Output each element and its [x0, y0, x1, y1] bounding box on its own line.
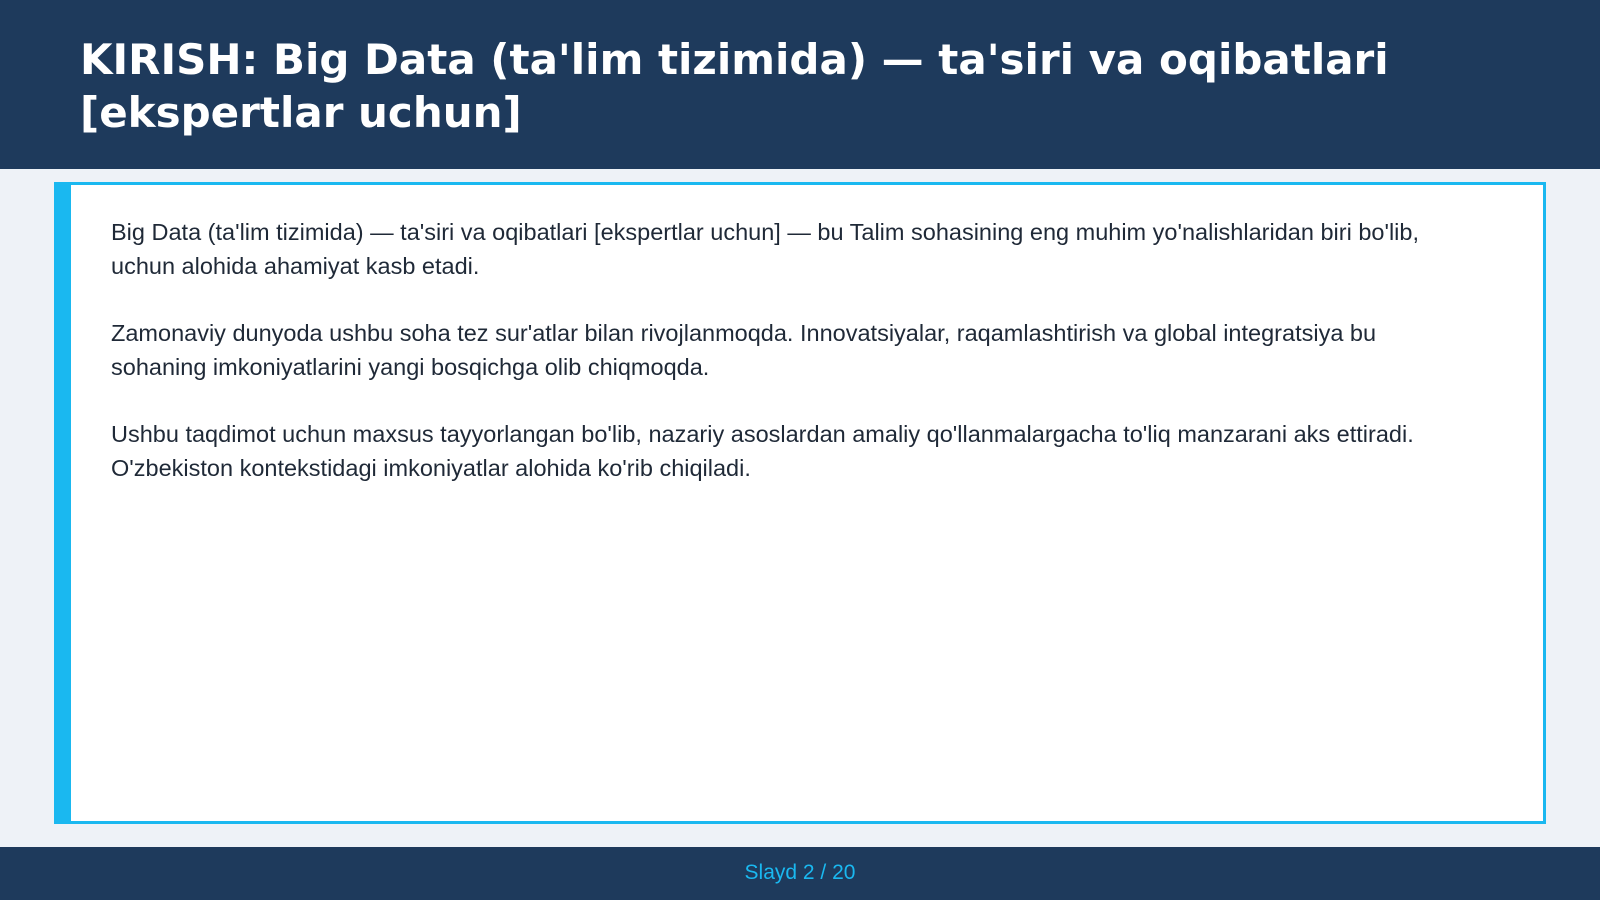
development-paragraph: Zamonaviy dunyoda ushbu soha tez sur'atlar bilan rivojlanmoqda. Innovatsiyalar, raqamlashtirish va global integratsiya bu sohaning imkoniyatlarini yangi bosqichga olib chiqmoqda. [111, 320, 1377, 380]
intro-paragraph: Big Data (ta'lim tizimida) — ta'siri va oqibatlari [ekspertlar uchun] — bu Talim sohasining eng muhim yo'nalishlaridan biri bo'lib, uchun alohida ahamiyat kasb etadi. [111, 219, 1419, 279]
content-card [54, 182, 1546, 824]
slide-title: KIRISH: Big Data (ta'lim tizimida) — ta'siri va oqibatlari [ekspertlar uchun] [80, 35, 1389, 137]
slide-counter: Slayd 2 / 20 [744, 861, 856, 884]
content-body [111, 215, 1471, 518]
slide-header [0, 0, 1600, 169]
presentation-paragraph: Ushbu taqdimot uchun maxsus tayyorlangan bo'lib, nazariy asoslardan amaliy qo'llanmalargacha to'liq manzarani aks ettiradi. O'zbekiston kontekstidagi imkoniyatlar alohida ko'rib chiqiladi. [111, 421, 1414, 481]
slide-footer [0, 847, 1600, 900]
